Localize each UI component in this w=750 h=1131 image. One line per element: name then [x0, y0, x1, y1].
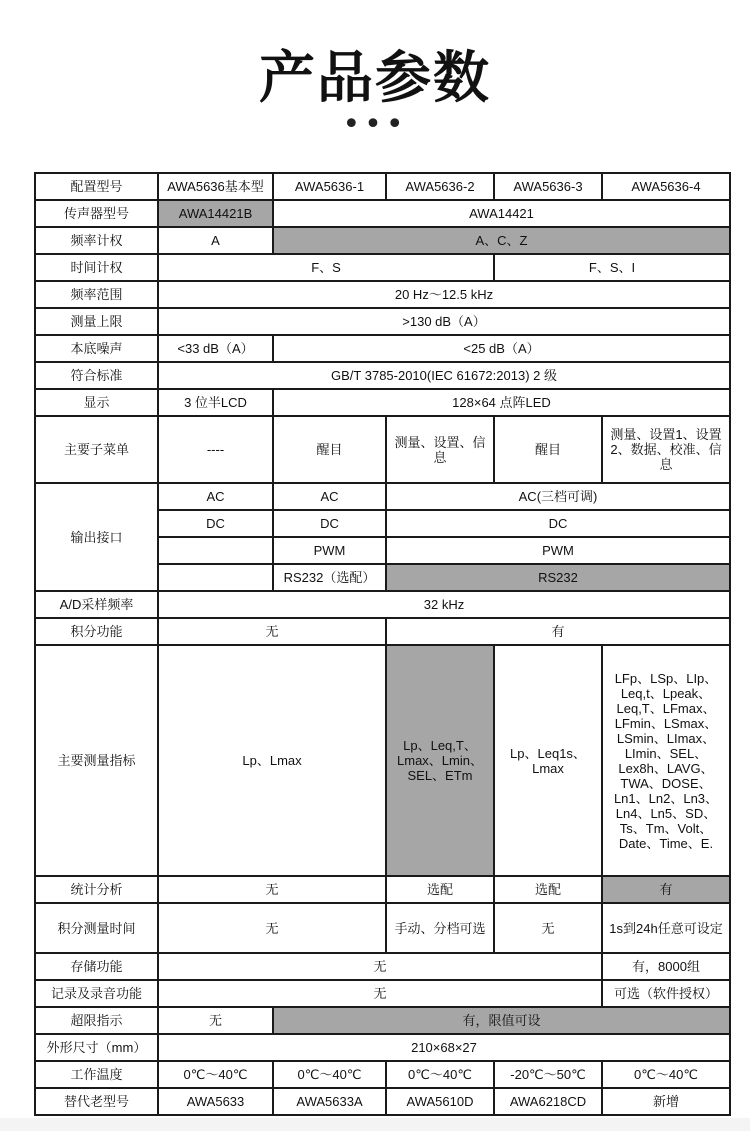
table-row-noise-floor — [35, 335, 730, 362]
table-cell: 有，8000组 — [602, 953, 730, 980]
table-row-dimensions — [35, 1034, 730, 1061]
row-label: 输出接口 — [35, 483, 158, 591]
table-cell: 测量、设置1、设置2、数据、校准、信息 — [602, 416, 730, 483]
table-cell: 1s到24h任意可设定 — [602, 903, 730, 953]
row-label: 本底噪声 — [35, 335, 158, 362]
table-cell: 无 — [158, 903, 386, 953]
row-label: 主要测量指标 — [35, 645, 158, 876]
table-cell: AWA14421B — [158, 200, 273, 227]
table-row-storage — [35, 953, 730, 980]
table-cell: 有 — [386, 618, 730, 645]
table-cell: 无 — [158, 876, 386, 903]
table-cell: AWA5633 — [158, 1088, 273, 1115]
table-cell: 20 Hz～12.5 kHz — [158, 281, 730, 308]
table-cell: 32 kHz — [158, 591, 730, 618]
table-cell: 0℃～40℃ — [273, 1061, 386, 1088]
table-cell: 有，限值可设 — [273, 1007, 730, 1034]
row-label: 传声器型号 — [35, 200, 158, 227]
table-row-display — [35, 389, 730, 416]
table-row-config — [35, 173, 730, 200]
row-label: 存储功能 — [35, 953, 158, 980]
row-label: 统计分析 — [35, 876, 158, 903]
table-row-integration-time — [35, 903, 730, 953]
table-cell: 128×64 点阵LED — [273, 389, 730, 416]
table-cell: PWM — [273, 537, 386, 564]
table-cell: A — [158, 227, 273, 254]
table-row-temperature — [35, 1061, 730, 1088]
table-cell: GB/T 3785-2010(IEC 61672:2013) 2 级 — [158, 362, 730, 389]
table-cell: >130 dB（A） — [158, 308, 730, 335]
table-cell: <33 dB（A） — [158, 335, 273, 362]
table-cell: AWA5610D — [386, 1088, 494, 1115]
table-cell: 无 — [158, 953, 602, 980]
row-label: 主要子菜单 — [35, 416, 158, 483]
table-cell: ---- — [158, 416, 273, 483]
cell-model-3: AWA5636-3 — [494, 173, 602, 200]
table-cell: LFp、LSp、LIp、Leq,t、Lpeak、Leq,T、LFmax、LFmin、LSmax、LSmin、LImax、LImin、SEL、Lex8h、LAVG、TWA、DOSE、Ln1、Ln2、Ln3、Ln4、Ln5、SD、Ts、Tm、Volt、Date、Time、E. — [602, 645, 730, 876]
title-dots-decoration: ••• — [342, 107, 408, 142]
table-cell: Lp、Leq,T、Lmax、Lmin、SEL、ETm — [386, 645, 494, 876]
row-label: 积分功能 — [35, 618, 158, 645]
row-label: 积分测量时间 — [35, 903, 158, 953]
table-cell: AC — [273, 483, 386, 510]
spec-table — [34, 172, 731, 1116]
bottom-strip — [0, 1118, 750, 1131]
row-label: 替代老型号 — [35, 1088, 158, 1115]
table-cell: 测量、设置、信息 — [386, 416, 494, 483]
table-cell: 0℃～40℃ — [602, 1061, 730, 1088]
table-row-integration — [35, 618, 730, 645]
table-cell: PWM — [386, 537, 730, 564]
table-row-recording — [35, 980, 730, 1007]
table-cell: -20℃～50℃ — [494, 1061, 602, 1088]
row-label: 符合标准 — [35, 362, 158, 389]
table-row-standard — [35, 362, 730, 389]
row-label: 配置型号 — [35, 173, 158, 200]
table-row-measurements — [35, 645, 730, 876]
cell-model-basic: AWA5636基本型 — [158, 173, 273, 200]
cell-model-1: AWA5636-1 — [273, 173, 386, 200]
table-cell: RS232 — [386, 564, 730, 591]
table-cell: 新增 — [602, 1088, 730, 1115]
table-row-submenu — [35, 416, 730, 483]
row-label: 时间计权 — [35, 254, 158, 281]
row-label: 记录及录音功能 — [35, 980, 158, 1007]
table-cell: DC — [273, 510, 386, 537]
table-cell: 醒目 — [273, 416, 386, 483]
table-cell: 有 — [602, 876, 730, 903]
cell-model-2: AWA5636-2 — [386, 173, 494, 200]
table-row-upper-limit — [35, 308, 730, 335]
row-label: 外形尺寸（mm） — [35, 1034, 158, 1061]
table-cell: 无 — [158, 618, 386, 645]
table-row-output-ac — [35, 483, 730, 510]
table-cell — [158, 537, 273, 564]
row-label: 显示 — [35, 389, 158, 416]
table-cell: Lp、Leq1s、Lmax — [494, 645, 602, 876]
table-cell: 选配 — [386, 876, 494, 903]
table-row-overlimit — [35, 1007, 730, 1034]
table-cell: F、S — [158, 254, 494, 281]
row-label: 工作温度 — [35, 1061, 158, 1088]
table-row-statistics — [35, 876, 730, 903]
table-cell: 无 — [158, 980, 602, 1007]
row-label: 测量上限 — [35, 308, 158, 335]
table-cell: A、C、Z — [273, 227, 730, 254]
table-cell: 选配 — [494, 876, 602, 903]
table-row-freq-range — [35, 281, 730, 308]
row-label: 频率计权 — [35, 227, 158, 254]
table-cell: 醒目 — [494, 416, 602, 483]
row-label: A/D采样频率 — [35, 591, 158, 618]
table-row-mic — [35, 200, 730, 227]
cell-model-4: AWA5636-4 — [602, 173, 730, 200]
table-cell: F、S、I — [494, 254, 730, 281]
table-cell: DC — [386, 510, 730, 537]
table-cell: RS232（选配） — [273, 564, 386, 591]
table-cell: 0℃～40℃ — [386, 1061, 494, 1088]
table-cell: AC — [158, 483, 273, 510]
table-cell: AWA6218CD — [494, 1088, 602, 1115]
table-cell: 3 位半LCD — [158, 389, 273, 416]
table-cell: 0℃～40℃ — [158, 1061, 273, 1088]
table-row-old-model — [35, 1088, 730, 1115]
table-cell: AWA14421 — [273, 200, 730, 227]
table-cell: <25 dB（A） — [273, 335, 730, 362]
row-label: 频率范围 — [35, 281, 158, 308]
table-cell: 手动、分档可选 — [386, 903, 494, 953]
table-cell: 210×68×27 — [158, 1034, 730, 1061]
table-cell: AWA5633A — [273, 1088, 386, 1115]
table-cell — [158, 564, 273, 591]
table-row-freq-weighting — [35, 227, 730, 254]
table-cell: 无 — [158, 1007, 273, 1034]
table-row-time-weighting — [35, 254, 730, 281]
table-cell: DC — [158, 510, 273, 537]
table-cell: AC(三档可调) — [386, 483, 730, 510]
row-label: 超限指示 — [35, 1007, 158, 1034]
page-title: 产品参数 — [259, 46, 491, 111]
table-cell: 无 — [494, 903, 602, 953]
table-cell: Lp、Lmax — [158, 645, 386, 876]
table-row-ad-sampling — [35, 591, 730, 618]
table-cell: 可选（软件授权） — [602, 980, 730, 1007]
